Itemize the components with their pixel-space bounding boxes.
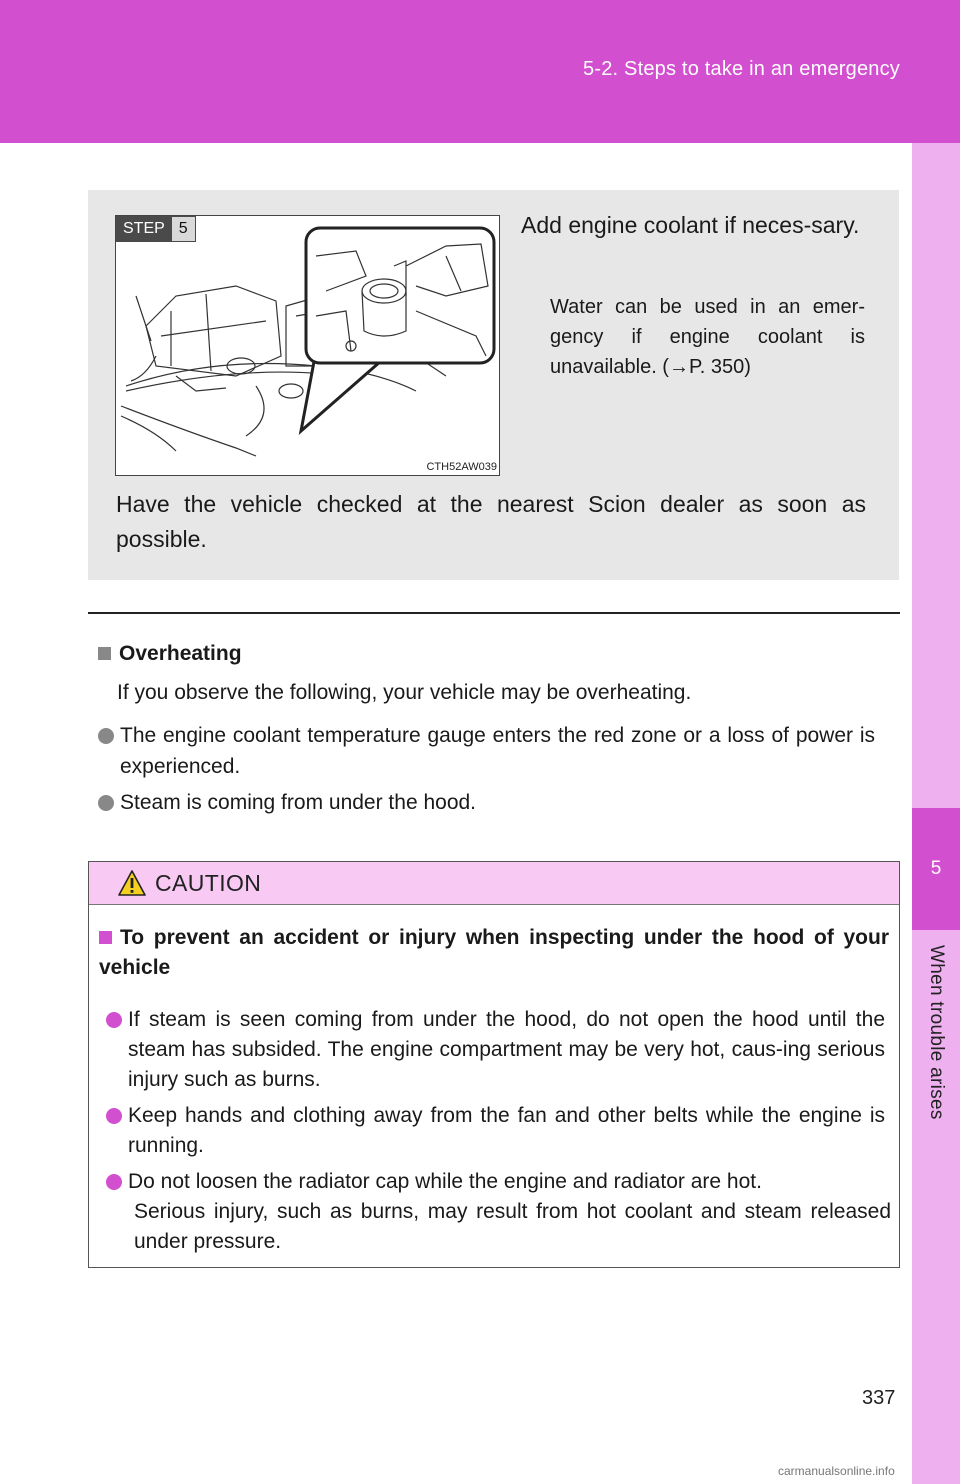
section-title: 5-2. Steps to take in an emergency (583, 58, 900, 80)
page-number: 337 (862, 1387, 896, 1409)
list-item-text: Keep hands and clothing away from the fan and other belts while the engine is running. (128, 1104, 885, 1157)
step-footer-text: Have the vehicle checked at the nearest Scion dealer as soon as possible. (116, 491, 866, 552)
round-bullet-icon (98, 728, 114, 744)
warning-triangle-icon (117, 869, 147, 897)
list-item-text: The engine coolant temperature gauge enters the red zone or a loss of power is experienced. (120, 724, 875, 778)
step-badge (116, 216, 196, 242)
engine-coolant-illustration (115, 215, 500, 476)
caution-header (89, 862, 899, 905)
step-note: Water can be used in an emer-gency if engine coolant is unavailable. (→P. 350) (550, 296, 865, 378)
watermark: carmanualsonline.info (778, 1464, 895, 1478)
caution-heading-text: To prevent an accident or injury when inspecting under the hood of your vehicle (99, 926, 889, 979)
step-label: STEP (116, 216, 172, 242)
list-item-text: Do not loosen the radiator cap while the engine and radiator are hot. (128, 1170, 762, 1193)
list-item (106, 1101, 891, 1161)
list-item (106, 1167, 891, 1197)
list-item-text: If steam is seen coming from under the hood, do not open the hood until the steam has subsided. The engine compartment may be very hot, caus-ing serious injury such as burns. (128, 1008, 885, 1091)
engine-illustration-drawing (116, 216, 500, 476)
square-bullet-icon (99, 931, 112, 944)
square-bullet-icon (98, 647, 111, 660)
step-instruction: Add engine coolant if neces-sary. (521, 212, 860, 238)
list-item-text: Steam is coming from under the hood. (120, 791, 477, 814)
round-bullet-icon (106, 1012, 122, 1028)
round-bullet-icon (106, 1174, 122, 1190)
side-tab-number: 5 (912, 808, 960, 930)
list-item (98, 787, 878, 818)
caution-title: CAUTION (155, 869, 262, 896)
caution-box (88, 861, 900, 1268)
step-number: 5 (172, 216, 196, 242)
round-bullet-icon (98, 795, 114, 811)
overheating-heading (98, 642, 242, 666)
figure-code: CTH52AW039 (426, 461, 497, 473)
overheating-intro: If you observe the following, your vehicle may be overheating. (117, 681, 692, 704)
list-item (98, 720, 878, 782)
overheating-heading-text: Overheating (119, 642, 242, 665)
section-divider (88, 612, 900, 614)
caution-heading (99, 923, 889, 983)
side-tab-label: When trouble arises (926, 945, 947, 1120)
round-bullet-icon (106, 1108, 122, 1124)
list-item (106, 1005, 891, 1095)
list-item-continuation: Serious injury, such as burns, may result from hot coolant and steam released under pressure. (134, 1200, 891, 1253)
